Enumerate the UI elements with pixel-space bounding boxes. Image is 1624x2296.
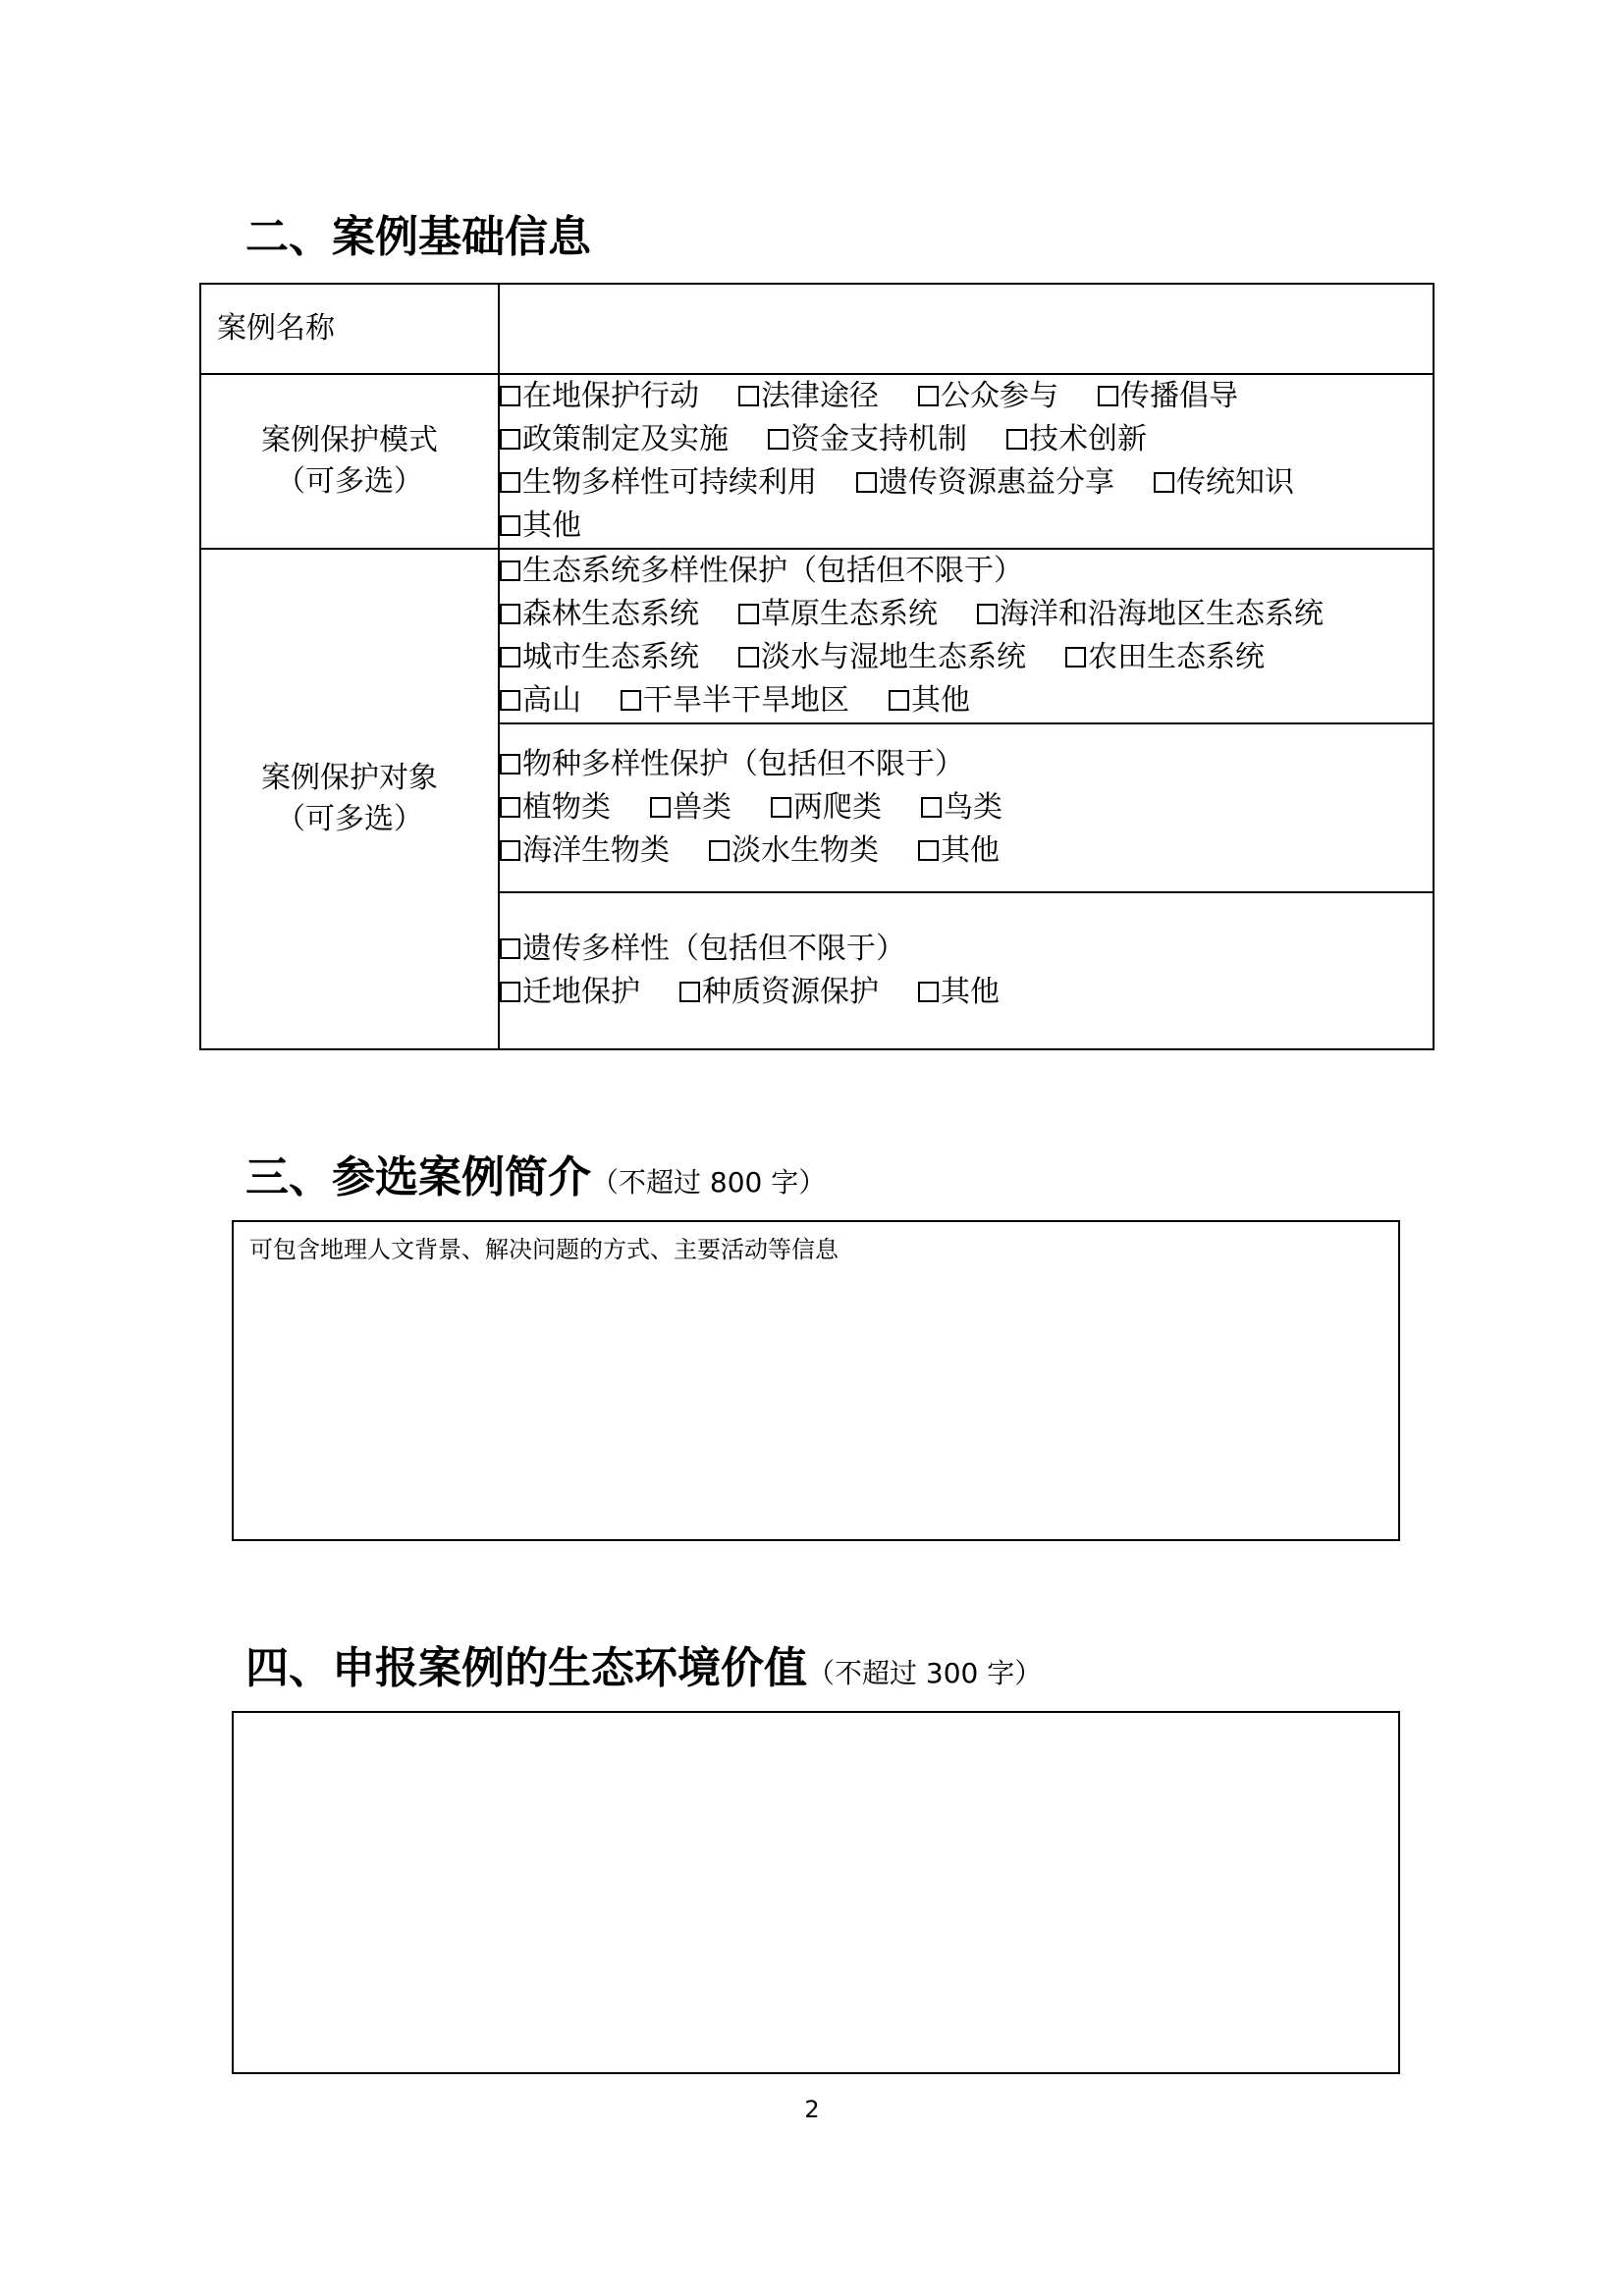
checkbox-icon <box>500 647 520 667</box>
eco-value-box[interactable] <box>232 1711 1400 2074</box>
species-option-plants[interactable]: 植物类 <box>500 786 611 829</box>
case-basic-info-table <box>199 283 1435 1050</box>
checkbox-icon <box>889 690 909 711</box>
genetic-diversity-option[interactable]: 遗传多样性（包括但不限于） <box>500 928 905 971</box>
protection-object-label: 案例保护对象 <box>261 761 438 795</box>
mode-option-advocacy[interactable]: 传播倡导 <box>1098 375 1238 418</box>
species-option-marine[interactable]: 海洋生物类 <box>500 829 670 873</box>
protection-mode-label: 案例保护模式 <box>261 423 438 457</box>
checkbox-icon <box>500 386 520 406</box>
case-name-field[interactable] <box>499 284 1434 374</box>
checkbox-icon <box>500 561 520 581</box>
case-name-label: 案例名称 <box>200 284 499 374</box>
protection-mode-options <box>499 374 1434 549</box>
section-2-heading <box>245 208 591 267</box>
checkbox-icon <box>500 938 520 959</box>
checkbox-icon <box>856 472 877 493</box>
ecosystem-option-arid[interactable]: 干旱半干旱地区 <box>621 679 849 722</box>
ecosystem-option-other[interactable]: 其他 <box>889 679 970 722</box>
species-option-mammals[interactable]: 兽类 <box>650 786 731 829</box>
case-summary-box[interactable] <box>232 1220 1400 1541</box>
ecosystem-option-farmland[interactable]: 农田生态系统 <box>1065 636 1265 679</box>
ecosystem-option-forest[interactable]: 森林生态系统 <box>500 593 699 636</box>
species-options <box>499 723 1434 892</box>
mode-option-other[interactable]: 其他 <box>500 505 581 548</box>
genetic-option-other[interactable]: 其他 <box>918 971 1000 1014</box>
checkbox-icon <box>709 840 730 861</box>
genetic-options <box>499 892 1434 1049</box>
section-2-title: 二、案例基础信息 <box>245 212 591 262</box>
checkbox-icon <box>650 797 671 818</box>
checkbox-icon <box>500 754 520 774</box>
mode-option-policy[interactable]: 政策制定及实施 <box>500 418 729 461</box>
checkbox-icon <box>500 515 520 536</box>
checkbox-icon <box>768 429 788 450</box>
ecosystem-option-urban[interactable]: 城市生态系统 <box>500 636 699 679</box>
species-option-birds[interactable]: 鸟类 <box>921 786 1002 829</box>
section-3-title: 三、参选案例简介 <box>245 1152 591 1202</box>
species-option-freshwater[interactable]: 淡水生物类 <box>709 829 879 873</box>
mode-option-legal[interactable]: 法律途径 <box>738 375 879 418</box>
page-number: 2 <box>804 2096 820 2123</box>
protection-object-sublabel: （可多选） <box>276 802 423 836</box>
case-name-row <box>200 284 1434 374</box>
checkbox-icon <box>500 797 520 818</box>
protection-mode-row <box>200 374 1434 549</box>
checkbox-icon <box>918 982 939 1002</box>
ecosystem-option-marine[interactable]: 海洋和沿海地区生态系统 <box>977 593 1324 636</box>
checkbox-icon <box>621 690 641 711</box>
checkbox-icon <box>500 604 520 624</box>
protection-object-label-cell <box>200 549 499 1049</box>
checkbox-icon <box>500 690 520 711</box>
section-3-heading <box>245 1148 826 1212</box>
checkbox-icon <box>679 982 700 1002</box>
ecosystem-option-wetland[interactable]: 淡水与湿地生态系统 <box>738 636 1026 679</box>
section-4-word-limit: （不超过 300 字） <box>807 1657 1043 1689</box>
protection-mode-label-cell <box>200 374 499 549</box>
checkbox-icon <box>738 604 759 624</box>
case-summary-hint: 可包含地理人文背景、解决问题的方式、主要活动等信息 <box>249 1236 839 1263</box>
mode-option-in-situ[interactable]: 在地保护行动 <box>500 375 699 418</box>
mode-option-benefit-sharing[interactable]: 遗传资源惠益分享 <box>856 461 1114 505</box>
ecosystem-option-alpine[interactable]: 高山 <box>500 679 581 722</box>
section-3-word-limit: （不超过 800 字） <box>591 1166 827 1199</box>
checkbox-icon <box>1098 386 1118 406</box>
ecosystem-diversity-option[interactable]: 生态系统多样性保护（包括但不限于） <box>500 550 1023 593</box>
species-diversity-option[interactable]: 物种多样性保护（包括但不限于） <box>500 743 964 786</box>
ecosystem-options <box>499 549 1434 723</box>
checkbox-icon <box>500 982 520 1002</box>
genetic-option-germplasm[interactable]: 种质资源保护 <box>679 971 879 1014</box>
mode-option-funding[interactable]: 资金支持机制 <box>768 418 967 461</box>
checkbox-icon <box>1154 472 1174 493</box>
checkbox-icon <box>1065 647 1086 667</box>
checkbox-icon <box>500 472 520 493</box>
checkbox-icon <box>918 386 939 406</box>
checkbox-icon <box>500 840 520 861</box>
checkbox-icon <box>1006 429 1027 450</box>
checkbox-icon <box>977 604 998 624</box>
section-4-heading <box>245 1639 1042 1703</box>
checkbox-icon <box>918 840 939 861</box>
checkbox-icon <box>771 797 791 818</box>
checkbox-icon <box>738 386 759 406</box>
checkbox-icon <box>738 647 759 667</box>
checkbox-icon <box>500 429 520 450</box>
ecosystem-option-grassland[interactable]: 草原生态系统 <box>738 593 938 636</box>
genetic-option-ex-situ[interactable]: 迁地保护 <box>500 971 640 1014</box>
species-option-other[interactable]: 其他 <box>918 829 1000 873</box>
mode-option-public[interactable]: 公众参与 <box>918 375 1058 418</box>
checkbox-icon <box>921 797 942 818</box>
protection-mode-sublabel: （可多选） <box>276 464 423 499</box>
species-option-herps[interactable]: 两爬类 <box>771 786 882 829</box>
ecosystem-row <box>200 549 1434 723</box>
mode-option-technology[interactable]: 技术创新 <box>1006 418 1147 461</box>
mode-option-traditional-knowledge[interactable]: 传统知识 <box>1154 461 1294 505</box>
mode-option-sustainable-use[interactable]: 生物多样性可持续利用 <box>500 461 817 505</box>
section-4-title: 四、申报案例的生态环境价值 <box>245 1643 807 1693</box>
